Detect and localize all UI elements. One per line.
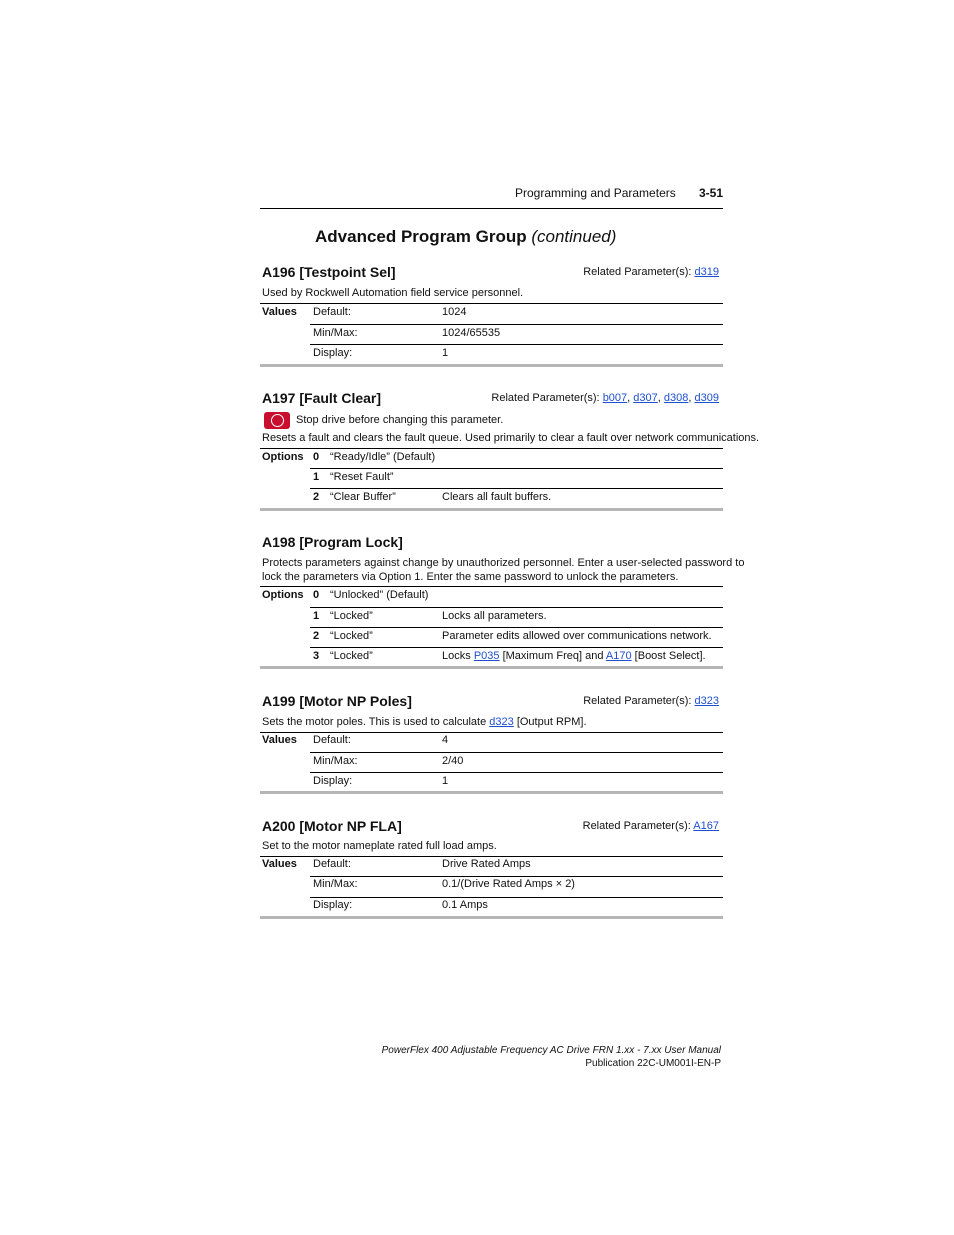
related-label: Related Parameter(s): — [491, 392, 600, 404]
related-link-a167[interactable]: A167 — [693, 820, 719, 832]
param-a199-table: Values Default: 4 Min/Max: 2/40 Display: 1 — [260, 732, 723, 796]
param-a198-table: Options 0 “Unlocked” (Default) 1 “Locked” Locks all parameters. 2 “Locked” Parameter edits allowed over communications network. 3 “Locked” Locks P035 [Maximum Freq] and A170 [Boost Select]. — [260, 586, 723, 670]
stop-note: Stop drive before changing this parameter. — [296, 414, 504, 426]
param-a200-name: A200 [Motor NP FLA] — [262, 818, 402, 834]
param-a197-description: Resets a fault and clears the fault queue. Used primarily to clear a fault over network communications. — [262, 432, 760, 444]
title-main: Advanced Program Group — [315, 227, 527, 246]
options-label: Options — [262, 451, 304, 463]
param-a200-description: Set to the motor nameplate rated full load amps. — [262, 840, 497, 852]
param-a198-name: A198 [Program Lock] — [262, 534, 403, 550]
related-label: Related Parameter(s): — [583, 695, 692, 707]
param-a196-related — [583, 266, 719, 278]
param-a196-description: Used by Rockwell Automation field service personnel. — [262, 287, 524, 299]
values-label: Values — [262, 734, 297, 746]
footer-manual-title: PowerFlex 400 Adjustable Frequency AC Drive FRN 1.xx - 7.xx User Manual — [381, 1045, 721, 1056]
options-label: Options — [262, 589, 304, 601]
header-rule — [260, 208, 723, 209]
page-title — [315, 227, 616, 247]
param-a199-description: Sets the motor poles. This is used to calculate d323 [Output RPM]. — [262, 716, 587, 728]
param-a197-table: Options 0 “Ready/Idle” (Default) 1 “Reset Fault” 2 “Clear Buffer” Clears all fault buffers. — [260, 448, 723, 512]
page-number: 3-51 — [699, 186, 724, 200]
param-a197-related: Related Parameter(s): b007, d307, d308, d309 — [491, 392, 719, 404]
link-p035[interactable]: P035 — [473, 650, 500, 662]
link-a170[interactable]: A170 — [605, 650, 632, 662]
related-link-d323[interactable]: d323 — [694, 695, 719, 707]
title-continued: (continued) — [531, 227, 617, 246]
running-header: Programming and Parameters — [515, 186, 676, 200]
param-a197-name: A197 [Fault Clear] — [262, 390, 382, 406]
param-a196-name: A196 [Testpoint Sel] — [262, 264, 396, 280]
related-link-d307[interactable]: d307 — [633, 392, 658, 404]
related-label: Related Parameter(s): — [583, 266, 692, 278]
param-a200-table: Values Default: Drive Rated Amps Min/Max: 0.1/(Drive Rated Amps × 2) Display: 0.1 Amps — [260, 856, 723, 920]
values-label: Values — [262, 858, 297, 870]
stop-drive-icon — [264, 412, 290, 429]
related-link-d309[interactable]: d309 — [694, 392, 719, 404]
param-a198-description-2: lock the parameters via Option 1. Enter the same password to unlock the parameters. — [262, 571, 679, 583]
related-link-b007[interactable]: b007 — [602, 392, 628, 404]
param-a200-related — [583, 820, 719, 832]
param-a198-description-1: Protects parameters against change by unauthorized personnel. Enter a user-selected password to — [262, 557, 745, 569]
param-a196-table: Values Default: 1024 Min/Max: 1024/65535 Display: 1 — [260, 303, 723, 367]
related-label: Related Parameter(s): — [582, 820, 691, 832]
link-d323[interactable]: d323 — [489, 716, 514, 728]
related-link-d319[interactable]: d319 — [694, 266, 719, 278]
param-a199-name: A199 [Motor NP Poles] — [262, 693, 412, 709]
related-link-d308[interactable]: d308 — [663, 392, 689, 404]
values-label: Values — [262, 306, 297, 318]
param-a199-related — [583, 695, 719, 707]
footer-publication: Publication 22C-UM001I-EN-P — [585, 1058, 721, 1069]
